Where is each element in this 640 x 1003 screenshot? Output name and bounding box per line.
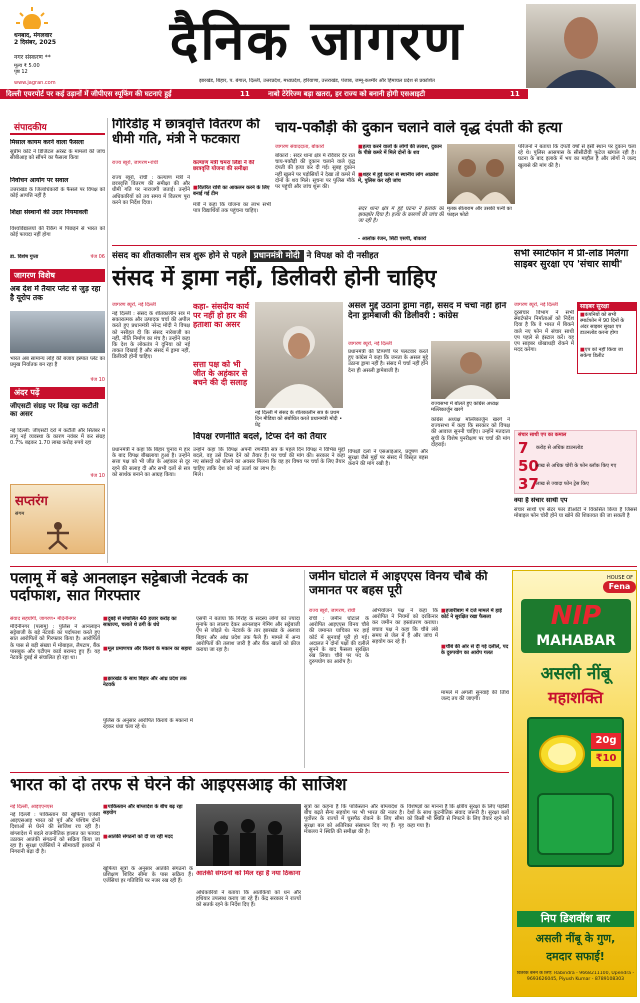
- hero-photo: [447, 144, 515, 204]
- giridih-byline: राज्य ब्यूरो, जागरण•रांची: [112, 160, 159, 166]
- stats-box: [514, 430, 637, 494]
- congress-body-3: विपक्षी दलों ने एसआइआर, प्रदूषण और सुरक्षा जैसे मुद्दों पर संसद में विस्तृत बहस कराने की मांग रखी है।: [348, 449, 428, 468]
- ad-brand-top: HOUSE OF: [606, 575, 634, 581]
- parliament-quote-box: [193, 302, 253, 408]
- stat-text: लाख से अधिक चोरी के फोन ब्लॉक किए गए: [536, 463, 617, 469]
- sampadkiya-author: डा. विशेष गुप्ता: [10, 254, 39, 260]
- cyber-body: दूरसंचार विभाग ने सभी स्मार्टफोन निर्माताओं को निर्देश दिया है कि वे भारत में बिकने वाले नए फोन में संचार साथी एप पहले से इंस्टाल करें। यह एप साइबर धोखाधड़ी रोकने में मदद करेगा।: [514, 310, 574, 354]
- stat-text: लाख से ज्यादा फोन ट्रेस किए: [536, 481, 589, 487]
- parliament-body-1: नई दिल्ली : संसद के शीतकालीन सत्र में सकारात्मक और उत्पादक चर्चा की अपील करते हुए प्रधानमंत्री नरेन्द्र मोदी ने विपक्ष को नसीहत दी कि संसद नारेबाजी का नहीं, नीति निर्माण का मंच है। उन्होंने कहा कि देश के लोकतंत्र ने दुनिया को नई ताकत दिखाई है और संसद में ड्रामा नहीं, डिलीवरी होनी चाहिए।: [112, 311, 190, 361]
- date-line: धनबाद, मंगलवार 2 दिसंबर, 2025: [14, 32, 57, 46]
- ad-tagline-2: असली नींबू के गुण,: [535, 932, 616, 945]
- stats-head: संचार साथी एप का कमाल: [518, 432, 567, 438]
- jamin-body-3: मामले में अगली सुनवाई की तिथि जल्द तय की जाएगी।: [441, 690, 509, 703]
- palamu-headline[interactable]: पलामू में बड़े आनलाइन सट्टेबाजी नेटवर्क का पर्दाफाश, सात गिरफ्तार: [10, 570, 248, 605]
- sampadkiya-item2-title[interactable]: निर्वाचन आयोग पर सवाल: [10, 177, 69, 184]
- jamin-bullets: [441, 608, 509, 688]
- stat-num: 7: [518, 439, 529, 457]
- isi-body-2: खुफिया सूत्रों के अनुसार आतंकी संगठनों के प्रशिक्षण शिविर सीमा के पास सक्रिय हैं। एजेंसियां हर गतिविधि पर नजर रख रही हैं।: [103, 866, 193, 885]
- sampadkiya-page[interactable]: पेज 06: [90, 254, 105, 260]
- sampadkiya-head: संपादकीय: [10, 122, 105, 135]
- sampadkiya-item1-title[interactable]: मिसाल कायम करने वाला फैसला: [10, 139, 84, 146]
- cyber-headline[interactable]: सभी स्मार्टफोन में प्री-लोड मिलेगा साइबर सुरक्षा एप 'संचार साथी': [514, 249, 629, 270]
- teaser-bar: [0, 89, 528, 99]
- saptrang-promo[interactable]: [10, 484, 105, 554]
- vishesh-head: जागरण विशेष: [10, 269, 105, 282]
- isi-bullet-2: ■ आतंकी संगठनों को दी जा रही मदद: [103, 834, 193, 862]
- hero-quote-by: - आलोक रंजन, सिटी एसपी, बोकारो: [358, 236, 427, 242]
- sun-logo-icon: [14, 5, 50, 29]
- hero-photo-caption: मृतक सीताराम और उसकी पत्नी का फाइल फोटो: [447, 206, 512, 218]
- isi-bullets: [103, 804, 193, 864]
- saptrang-brand: सप्तरंग: [15, 494, 48, 509]
- stat-num: 37: [518, 475, 539, 493]
- palamu-body-2: पुलिस के अनुसार आरोपित किराये के मकानों में रहकर धंधा चला रहे थे।: [103, 718, 193, 731]
- jamin-divider: [304, 570, 305, 768]
- congress-body-2: कांग्रेस अध्यक्ष मल्लिकार्जुन खरगे ने राज्यसभा में कहा कि सरकार को विपक्ष की आवाज सुननी चाहिए। उन्होंने मतदाता सूची के विशेष पुनरीक्षण पर चर्चा की मांग दोहराई।: [431, 417, 510, 448]
- vishesh-photo: [10, 311, 105, 353]
- edition-label: नगर संस्करण **: [14, 54, 51, 61]
- palamu-bullets: [103, 616, 193, 716]
- left-column-divider: [107, 118, 108, 563]
- newspaper-title: दैनिक जागरण: [169, 8, 465, 72]
- palamu-bullet-2: ■ मूल प्रमाणपत्र और किराये के मकान का सहारा: [103, 646, 193, 676]
- andar-text: नई दिल्ली: जीएसटी दरों में कटौती और सितंबर में लागू नई व्यवस्था के कारण नवंबर में कर संग्रह 0.7% बढ़कर 1.70 लाख करोड़ रुपये रहा: [10, 428, 105, 447]
- parliament-quote: कहा- संसदीय कार्य पर नहीं हो हार की हताशा का असर: [193, 302, 249, 330]
- isi-headline[interactable]: भारत को दो तरफ से घेरने की आइएसआइ की साजिश: [10, 776, 347, 795]
- yoga-figure-icon: [41, 519, 75, 551]
- parliament-sub[interactable]: विपक्ष रणनीति बदले, टिप्स देने को तैयार: [193, 432, 327, 442]
- masthead: [0, 0, 640, 100]
- teaser-left-page: 11: [240, 90, 250, 98]
- isi-byline: नई दिल्ली, आइएएनएस: [10, 804, 53, 810]
- parliament-quote-2: सत्ता पक्ष को भी जीत के अहंकार से बचने की दी सलाह: [193, 360, 248, 388]
- jamin-body-1: रांची : जमीन घोटाले के आरोपित आइएएस विनय चौबे की जमानत याचिका पर हाई कोर्ट में सुनवाई पूरी हो गई। अदालत ने दोनों पक्षों की दलीलें सुनने के बाद फैसला सुरक्षित रख लिया। चौबे पर पद के दुरुपयोग का आरोप है।: [309, 616, 369, 666]
- modi-photo: [255, 302, 343, 408]
- isi-rule: [10, 772, 509, 773]
- andar-page[interactable]: पेज 10: [90, 473, 105, 479]
- hero-bullet-1: ■ हत्या करने वालों के लोगों की तलाश, दुकान के पीछे कमरे में मिले दोनों के शव: [358, 144, 444, 172]
- palamu-body-1: मेदिनीनगर (पलामू) : पुलिस ने आनलाइन सट्टेबाजी के बड़े नेटवर्क का पर्दाफाश करते हुए सात आरोपितों को गिरफ्तार किया है। आरोपितों के पास से बड़ी संख्या में मोबाइल, लैपटाप, बैंक पासबुक और एटीएम कार्ड बरामद हुए हैं। यह नेटवर्क दुबई से संचालित हो रहा था।: [10, 624, 100, 662]
- giridih-body: राज्य ब्यूरो, रांची : कल्याण मंत्री ने छात्रवृत्ति वितरण की समीक्षा की और धीमी गति पर नाराजगी जताई। उन्होंने अधिकारियों को तय समय में वितरण पूरा करने का निर्देश दिया।: [112, 175, 190, 206]
- congress-body-1: प्रधानमंत्री की टिप्पणी पर पलटवार करते हुए कांग्रेस ने कहा कि जनता के असल मुद्दे उठाना ड्रामा नहीं है। संसद में चर्चा नहीं होने देना ही असली ड्रामेबाजी है।: [348, 349, 428, 374]
- hero-body-2: परिजनों ने बताया कि दंपती वर्षों से इसी स्थान पर दुकान चला रहे थे। पुलिस आसपास के सीसीटीवी फुटेज खंगाल रही है। घटना के बाद इलाके में भय का माहौल है और लोगों ने जल्द खुलासे की मांग की है।: [518, 144, 636, 169]
- ad-pack-lemon-icon: [537, 729, 587, 779]
- ad-product-logo: [521, 599, 631, 653]
- jamin-body-2: अभियोजन पक्ष ने कहा कि आरोपित ने नियमों को दरकिनार कर जमीन का हस्तांतरण कराया। बचाव पक्ष ने कहा कि चौबे लंबे समय से जेल में हैं और जांच में सहयोग कर रहे हैं।: [372, 608, 438, 646]
- bottom-section-rule: [10, 566, 637, 567]
- hero-headline[interactable]: चाय-पकौड़ी की दुकान चलाने वाले वृद्ध दंपती की हत्या: [275, 120, 562, 136]
- sampadkiya-item3-text: विश्वविद्यालयों की रैंकिंग में पिछड़ने से भारत को कोई फायदा नहीं होगा: [10, 226, 105, 239]
- modi-photo-caption: नई दिल्ली में संसद के शीतकालीन सत्र के प्रथम दिन मीडिया को संबोधित करते प्रधानमंत्री मोदी • प्रेट्र: [255, 410, 343, 428]
- kicker-box: प्रधानमंत्री मोदी: [250, 250, 304, 262]
- jamin-bullet-1: ■ हजारीबाग में दर्ज मामले में हाई कोर्ट ने सुरक्षित रखा फैसला: [441, 608, 509, 644]
- hero-byline: जागरण संवाददाता, बोकारो: [275, 144, 325, 150]
- ad-product-2: MAHABAR: [536, 633, 616, 649]
- giridih-bullet: ■ वितरित राशि का आकलन करने के लिए बनाई गई टीम: [193, 185, 271, 199]
- parliament-byline: जागरण ब्यूरो, नई दिल्ली: [112, 302, 156, 308]
- teaser-right[interactable]: नाबो टेरेरिज्म बड़ा खतरा, हर राज्य को बनानी होगी एसआइटी: [268, 90, 426, 98]
- vishesh-title[interactable]: अब देश में तैयार प्लेट से जुड़ रहा है यूरोप तक: [10, 285, 101, 302]
- sampadkiya-item2-text: उत्तराखंड के जिलाधिकारी के फैसले पर विपक्ष को कोई आपत्ति नहीं है: [10, 187, 105, 200]
- parliament-headline[interactable]: संसद में ड्रामा नहीं, डिलीवरी होनी चाहिए: [112, 266, 437, 291]
- cyber-byline: जागरण ब्यूरो, नई दिल्ली: [514, 302, 558, 308]
- isi-body-1: नई दिल्ली : पाकिस्तान की खुफिया एजेंसी आइएसआइ भारत को पूर्व और पश्चिम दोनों दिशाओं से घेरने की साजिश रच रही है। बांग्लादेश में बदले राजनीतिक हालात का फायदा उठाकर आतंकी संगठनों को सक्रिय किया जा रहा है। सुरक्षा एजेंसियों ने सीमावर्ती इलाकों में निगरानी बढ़ा दी है।: [10, 812, 100, 856]
- kicker-rule: [112, 245, 637, 246]
- price-label: मूल्य ₹ 5.00 पृष्ठ 12: [14, 63, 40, 75]
- parliament-body-2: प्रधानमंत्री ने कहा कि बिहार चुनाव में हार के बाद विपक्ष बौखलाया हुआ है। उन्होंने सत्ता पक्ष को भी जीत के अहंकार से दूर रहने की सलाह दी और सभी दलों से सत्र को सार्थक बनाने का आग्रह किया।: [112, 447, 190, 478]
- teaser-right-page: 11: [510, 90, 520, 98]
- kicker-end: ने विपक्ष को दी नसीहत: [306, 251, 379, 261]
- ad-pack-weight: 20g: [591, 733, 621, 749]
- kharge-caption: राज्यसभा में बोलते हुए कांग्रेस अध्यक्ष मल्लिकार्जुन खरगे: [431, 401, 499, 413]
- isi-body-4: सूत्रों का कहना है कि पाकिस्तान और बांग्लादेश के बीच बढ़ते सैन्य सहयोग पर भी भारत की नजर है। पूर्वोत्तर के राज्यों में घुसपैठ रोकने के लिए सीमा सुरक्षा बल को अतिरिक्त संसाधन दिए गए हैं। गृह मंत्रालय ने स्थिति की समीक्षा की है।: [304, 804, 404, 835]
- vishesh-text: भारत अब सामान्य लोहे की बजाय इस्पात प्लेट का प्रमुख निर्यातक बन रहा है: [10, 356, 105, 369]
- cyber-box-head: साइबर सुरक्षा: [578, 303, 636, 311]
- isi-sub: आतंकी संगठनों को मिल रहा है नया ठिकाना: [196, 870, 301, 877]
- giridih-body-2: मंत्री ने कहा कि योजना का लाभ सभी पात्र विद्यार्थियों तक पहुंचना चाहिए।: [193, 202, 271, 215]
- ad-pack-bar: [537, 793, 614, 855]
- stat-text: करोड़ से अधिक डाउनलोड: [536, 445, 583, 451]
- vishesh-page[interactable]: पेज 10: [90, 377, 105, 383]
- ad-pack: [527, 717, 624, 867]
- sampadkiya-item1-text: सुप्रीम कोर्ट ने डिजिटल अरेस्ट के मामलों की जांच सीबीआइ को सौंपने का फैसला किया: [10, 149, 105, 162]
- ad-pack-price: ₹10: [591, 751, 621, 767]
- hero-bullet-2: ■ शहर में हुई घटना से स्थानीय लोग आक्रोश में, पुलिस कर रही जांच: [358, 172, 444, 200]
- giridih-sub: कल्याण मंत्री चमरा लिंडा ने की छात्रवृत्ति योजना की समीक्षा: [193, 160, 255, 173]
- ad-footer: वितरक बनने के लिए: Rabindra - 9668211100, Upendra - 9693626045, Piyush Kumar - 8789108303: [516, 971, 635, 982]
- jamin-headline[interactable]: जमीन घोटाले में आइएएस विनय चौबे की जमानत पर बहस पूरी: [309, 570, 488, 597]
- kicker-text: संसद का शीतकालीन सत्र शुरू होने से पहले: [112, 251, 247, 261]
- parliament-body-4: सत्र के पहले दिन विपक्ष ने विभिन्न मुद्दों पर चर्चा की मांग की। सरकार ने कहा कि वह हर विषय पर चर्चा के लिए तैयार है।: [271, 447, 345, 472]
- stat-num: 50: [518, 457, 539, 475]
- hero-body-1: बोकारो : सदर थाना क्षेत्र में रविवार देर रात चाय-पकौड़ी की दुकान चलाने वाले वृद्ध दंपती की हत्या कर दी गई। सुबह दुकान नहीं खुलने पर पड़ोसियों ने देखा तो कमरे में दोनों के शव मिले। सूचना पर पुलिस मौके पर पहुंची और जांच शुरू की।: [275, 153, 355, 191]
- website-link[interactable]: www.jagran.com: [14, 80, 56, 86]
- congress-headline[interactable]: असल मुद्दे उठाना ड्रामा नहीं, संसद में चर्चा नहीं होने देना ड्रामेबाजी की डिलीवरी : कांग्रेस: [348, 302, 507, 321]
- jamin-byline: राज्य ब्यूरो, जागरण, रांची: [309, 608, 356, 614]
- teaser-left[interactable]: दिल्ली एयरपोर्ट पर कई उड़ानों में जीपीएस स्पूफिंग की घटनाएं हुईं: [6, 90, 172, 98]
- parliament-body-3: उन्होंने कहा कि विपक्ष अपनी रणनीति बदले, वह उसे टिप्स देने को तैयार हैं। नए सांसदों को बोलने का अवसर मिलना चाहिए ताकि देश को नई ऊर्जा का लाभ मिले।: [193, 447, 269, 478]
- faq-head: क्या है संचार साथी एप: [514, 497, 568, 504]
- palamu-byline: संवाद सहयोगी, जागरण• मेदिनीनगर: [10, 616, 76, 622]
- stat-row: [515, 457, 636, 475]
- giridih-headline[interactable]: गिरिडीह में छात्रवृत्ति वितरण की धीमी गति, मंत्री ने फटकारा: [112, 118, 260, 147]
- sampadkiya-item3-title[interactable]: शिक्षा संस्थानों की उदार नियमावली: [10, 209, 88, 216]
- hero-quote: सदर थाना क्षेत्र में हुई घटना ने इलाके को झकझोर दिया है। हत्या के कारणों की जांच की जा रही है।: [358, 206, 444, 225]
- jamin-bullet-2: ■ चौबे की ओर से दी गई दलीलें, पद के दुरुपयोग का आरोप गलत: [441, 644, 509, 684]
- isi-body-3: अधिकारियों ने बताया कि आतंकियों को धन और हथियार उपलब्ध कराए जा रहे हैं। केंद्र सरकार ने राज्यों को सतर्क रहने के निर्देश दिए हैं।: [196, 890, 301, 909]
- congress-byline: जागरण ब्यूरो, नई दिल्ली: [348, 341, 392, 347]
- ad-product: NIP: [550, 601, 602, 631]
- ad-tagline-3: दमदार सफाई!: [546, 950, 605, 963]
- palamu-bullet-1: ■ दुबई से संचालित 40 हजार करोड़ का साम्राज्य, चलाते थे ठगी के धंधे: [103, 616, 193, 646]
- faq-text: संचार साथी एप सेंटर फार डीओटी ने विकसित किया है जिससे मोबाइल फोन चोरी होने या खोने की शिकायत की जा सकती है: [514, 507, 637, 520]
- cyber-box-item-2: ■ एप को नहीं किया जा सकेगा डिलीट: [578, 347, 636, 361]
- andar-title[interactable]: जीएसटी संग्रह पर दिख रहा कटौती का असर: [10, 402, 99, 419]
- palamu-bullet-3: ■ झारखंड के साथ बिहार और आंध्र प्रदेश तक नेटवर्क: [103, 676, 193, 706]
- cyber-box: [577, 302, 637, 374]
- ad-brand-name: Fena: [603, 581, 636, 593]
- stat-row: [515, 475, 636, 493]
- isi-bullet-1: ■ पाकिस्तान और बांग्लादेश के बीच बढ़ रहा सहयोग: [103, 804, 193, 834]
- saptrang-tagline: संगम: [15, 511, 25, 517]
- nip-advertisement[interactable]: [512, 570, 637, 997]
- kharge-photo: [431, 341, 510, 399]
- ad-tagline: निप डिशवॉश बार: [517, 911, 634, 927]
- andar-head: अंदर पढ़ें: [10, 387, 105, 399]
- palamu-body-3: एसपी ने बताया कि गिरोह के सदस्य लोगों को ज्यादा मुनाफे का लालच देकर आनलाइन गेमिंग और सट्टेबाजी ऐप से जोड़ते थे। नेटवर्क के तार झारखंड के अलावा बिहार और आंध्र प्रदेश तक फैले हैं। मामले में अन्य आरोपितों की तलाश जारी है और बैंक खातों को फ्रीज कराया जा रहा है।: [196, 616, 300, 654]
- ad-line-2: महाशक्ति: [548, 688, 603, 707]
- stat-row: [515, 439, 636, 457]
- parliament-kicker: [112, 248, 510, 264]
- person-photo: [526, 4, 636, 88]
- cyber-box-item-1: ■ कंपनियों को सभी स्मार्टफोन में 90 दिनों के अंदर साइबर सुरक्षा एप डाउनलोड करना होगा: [578, 311, 636, 347]
- isi-body-5: विशेषज्ञों का मानना है कि क्षेत्रीय सुरक्षा के लिए पड़ोसी देशों के साथ कूटनीतिक संवाद जरूरी है। सुरक्षा बलों को किसी भी स्थिति से निपटने के लिए तैयार रहने को कहा गया है।: [407, 804, 509, 829]
- ad-line-1: असली नींबू: [540, 664, 611, 684]
- editions-line: झारखंड, बिहार, प. बंगाल, दिल्ली, उत्तरप्रदेश, मध्यप्रदेश, हरियाणा, उत्तराखंड, पंजाब, जम्मू-कश्मीर और हिमाचल प्रदेश से प्रकाशित: [199, 78, 435, 84]
- hero-bullets: [358, 144, 444, 200]
- isi-photo: [196, 804, 301, 866]
